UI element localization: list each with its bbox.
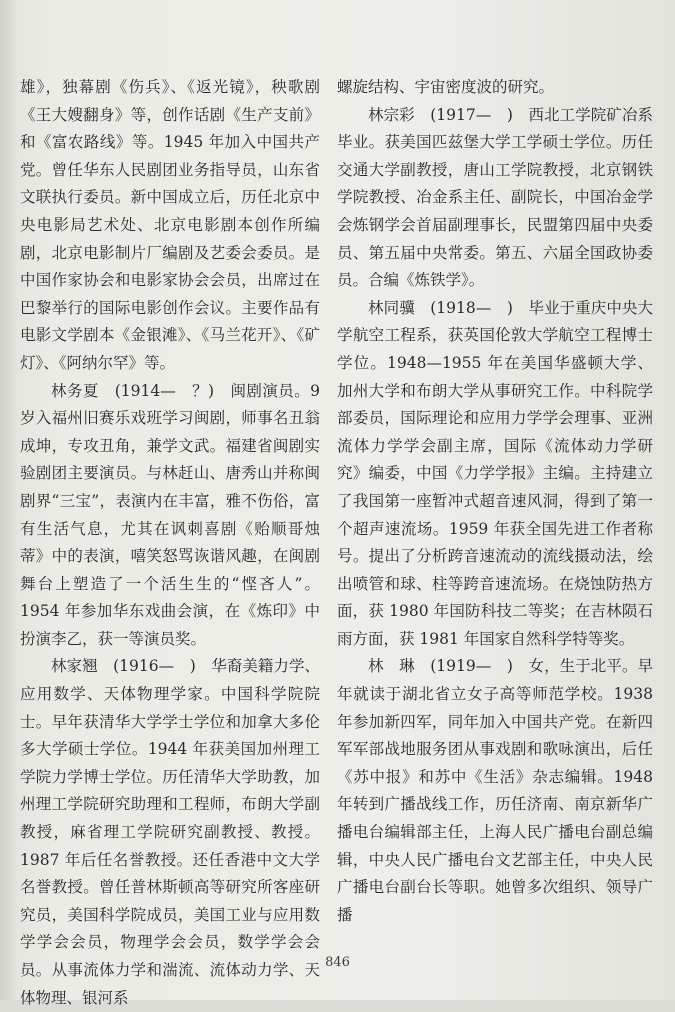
page-number: 846 (325, 955, 350, 970)
paragraph-cont: 雄》，独幕剧《伤兵》、《返光镜》，秧歌剧《王大嫂翻身》等，创作话剧《生产支前》和《富农路线》等。1945 年加入中国共产党。曾任华东人民剧团业务指导员，山东省文联执行委员。新中国成立后，历任北京中央电影局艺术处、北京电影剧本创作所编剧，北京电影制片厂编剧及艺委会委员。是中国作家协会和电影家协会会员，出席过在巴黎举行的国际电影创作会议。主要作品有电影文学剧本《金银滩》、《马兰花开》、《矿灯》、《阿纳尔罕》等。 (20, 78, 320, 372)
entry-lin-wuxia: 林务夏 (1914— ？) 闽剧演员。9 岁入福州旧赛乐戏班学习闽剧，师事名丑翁成坤，专攻丑角，兼学文武。福建省闽剧实验剧团主要演员。与林赶山、唐秀山并称闽剧界“三宝”，表演内在丰富，雅不伤俗，富有生活气息，尤其在讽刺喜剧《贻顺哥烛蒂》中的表演，嘻笑怒骂诙谐风趣，在闽剧舞台上塑造了一个活生生的“悭吝人”。1954 年参加华东戏曲会演，在《炼印》中扮演李乙，获一等演员奖。 (20, 381, 320, 648)
entry-lin-tongji: 林同骥 (1918— ) 毕业于重庆中央大学航空工程系，获英国伦敦大学航空工程博士学位。1948—1955 年在美国华盛顿大学、加州大学和布朗大学从事研究工作。中科院学部委员，国际理论和应用力学学会理事、亚洲流体力学学会副主席，国际《流体动力学研究》编委，中国《力学学报》主编。主持建立了我国第一座暂冲式超音速风洞，得到了第一个超声速流场。1959 年获全国先进工作者称号。提出了分析跨音速流动的流线摄动法，绘出喷管和球、柱等跨音速流场。在烧蚀防热方面，获 1980 年国防科技二等奖；在吉林陨石雨方面，获 1981 年国家自然科学特等奖。 (337, 298, 653, 648)
entry-lin-zongcai: 林宗彩 (1917— ) 西北工学院矿冶系毕业。获美国匹兹堡大学工学硕士学位。历任交通大学副教授，唐山工学院教授，北京钢铁学院教授、冶金系主任、副院长，中国冶金学会炼钢学会首届副理事长，民盟第四届中央委员、第五届中央常委。第五、六届全国政协委员。合编《炼铁学》。 (337, 105, 653, 290)
entry-lin-jiaqiao: 林家翘 (1916— ) 华裔美籍力学、应用数学、天体物理学家。中国科学院院士。早年获清华大学学士学位和加拿大多伦多大学硕士学位。1944 年获美国加州理工学院力学博士学位。历任清华大学助教，加州理工学院研究助理和工程师，布朗大学副教授，麻省理工学院研究副教授、教授。1987 年后任名誉教授。还任香港中文大学名誉教授。曾任普林斯顿高等研究所客座研究员，美国科学院成员，美国工业与应用数学学会会员，物理学会会员，数学学会会员。从事流体力学和湍流、流体动力学、天体物理、银河系 (20, 657, 320, 1007)
right-column (337, 74, 653, 929)
entry-lin-lin: 林 琳 (1919— ) 女，生于北平。早年就读于湖北省立女子高等师范学校。1938 年参加新四军，同年加入中国共产党。在新四军军部战地服务团从事戏剧和歌咏演出，后任《苏中报》和苏中《生活》杂志编辑。1948 年转到广播战线工作，历任济南、南京新华广播电台编辑部主任，上海人民广播电台副总编辑，中央人民广播电台文艺部主任，中央人民广播电台副台长等职。她曾多次组织、领导广播 (337, 657, 653, 924)
left-column (20, 74, 320, 1012)
paragraph-cont-right: 螺旋结构、宇宙密度波的研究。 (337, 78, 555, 96)
